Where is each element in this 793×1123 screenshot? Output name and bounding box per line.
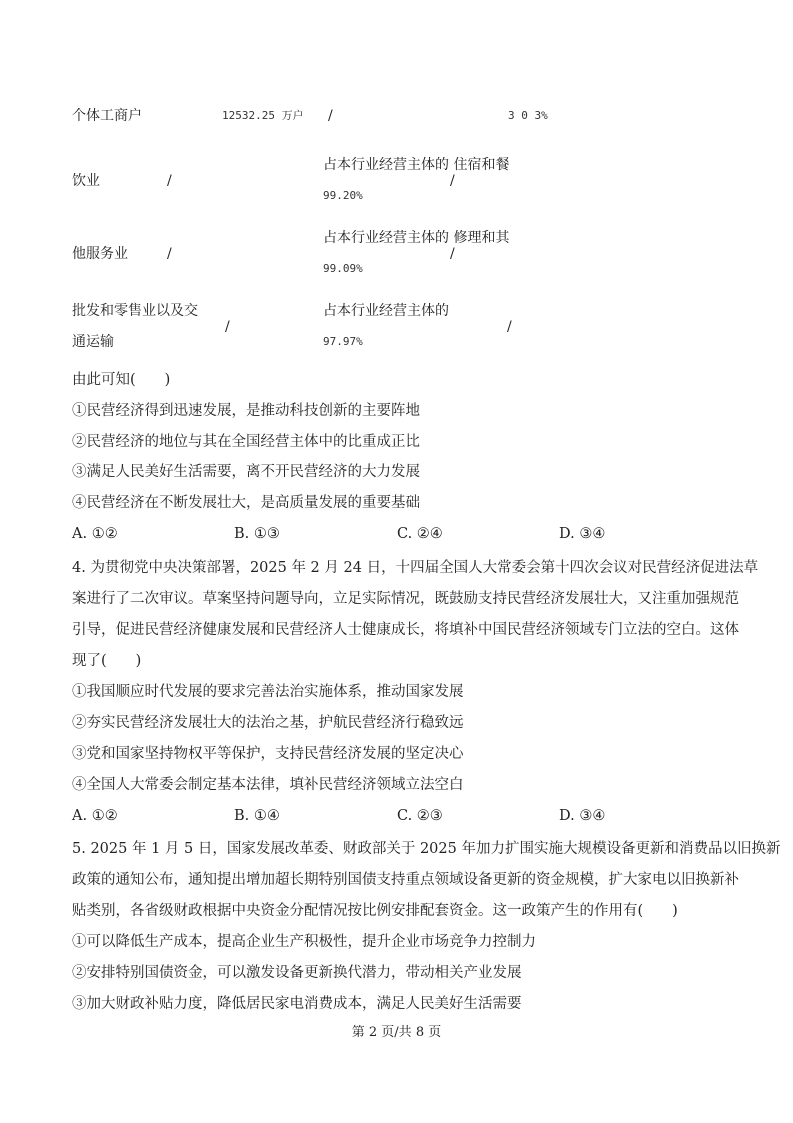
choice-option: B. ①④ bbox=[234, 808, 280, 824]
table-cell: 97.97% bbox=[323, 335, 363, 348]
answer-statement: ①可以降低生产成本，提高企业生产积极性，提升企业市场竞争力控制力 bbox=[72, 934, 536, 950]
table-cell: / bbox=[507, 319, 512, 335]
question-stem-line: 贴类别，各省级财政根据中央资金分配情况按比例安排配套资金。这一政策产生的作用有( ) bbox=[72, 903, 678, 919]
table-cell: 占本行业经营主体的 bbox=[323, 303, 449, 319]
answer-statement: ②夯实民营经济发展壮大的法治之基，护航民营经济行稳致远 bbox=[72, 715, 464, 731]
answer-statement: ④民营经济在不断发展壮大，是高质量发展的重要基础 bbox=[72, 495, 420, 511]
table-cell: / bbox=[225, 319, 230, 335]
table-cell: 占本行业经营主体的 住宿和餐 bbox=[323, 157, 510, 173]
table-cell: 99.09% bbox=[323, 262, 363, 275]
question-stem-line: 4. 为贯彻党中央决策部署，2025 年 2 月 24 日，十四届全国人大常委会第十四次会议对民营经济促进法草 bbox=[72, 560, 759, 576]
table-cell: 饮业 bbox=[72, 173, 100, 189]
answer-statement: ③加大财政补贴力度，降低居民家电消费成本，满足人民美好生活需要 bbox=[72, 996, 522, 1012]
answer-statement: ①我国顺应时代发展的要求完善法治实施体系，推动国家发展 bbox=[72, 684, 464, 700]
question-stem-line: 政策的通知公布，通知提出增加超长期特别国债支持重点领域设备更新的资金规模，扩大家电以旧换新补 bbox=[72, 872, 739, 888]
answer-statement: ③党和国家坚持物权平等保护，支持民营经济发展的坚定决心 bbox=[72, 746, 464, 762]
question-stem: 由此可知( ) bbox=[72, 372, 171, 388]
table-cell: 通运输 bbox=[72, 334, 114, 350]
page-footer: 第 2 页/共 8 页 bbox=[351, 1025, 442, 1040]
choice-option: D. ③④ bbox=[559, 526, 606, 542]
answer-statement: ②民营经济的地位与其在全国经营主体中的比重成正比 bbox=[72, 434, 420, 450]
answer-statement: ③满足人民美好生活需要，离不开民营经济的大力发展 bbox=[72, 464, 420, 480]
table-cell: 个体工商户 bbox=[72, 108, 142, 124]
answer-statement: ④全国人大常委会制定基本法律，填补民营经济领域立法空白 bbox=[72, 777, 464, 793]
table-cell: 批发和零售业以及交 bbox=[72, 303, 198, 319]
choice-option: A. ①② bbox=[72, 526, 118, 542]
table-cell: 他服务业 bbox=[72, 246, 128, 262]
choice-option: D. ③④ bbox=[559, 808, 606, 824]
answer-statement: ②安排特别国债资金，可以激发设备更新换代潜力，带动相关产业发展 bbox=[72, 965, 522, 981]
choice-option: A. ①② bbox=[72, 808, 118, 824]
table-cell: / bbox=[328, 108, 333, 124]
table-cell: 99.20% bbox=[323, 189, 363, 202]
table-cell: / bbox=[167, 246, 172, 262]
table-cell: 占本行业经营主体的 修理和其 bbox=[323, 230, 510, 246]
table-cell: / bbox=[167, 173, 172, 189]
table-cell: / bbox=[450, 246, 455, 262]
answer-statement: ①民营经济得到迅速发展，是推动科技创新的主要阵地 bbox=[72, 403, 420, 419]
question-stem-line: 5. 2025 年 1 月 5 日，国家发展改革委、财政部关于 2025 年加力扩围实施大规模设备更新和消费品以旧换新 bbox=[72, 841, 781, 857]
table-cell: 12532.25 万户 bbox=[222, 109, 304, 122]
question-stem-line: 案进行了二次审议。草案坚持问题导向，立足实际情况，既鼓励支持民营经济发展壮大，又注重加强规范 bbox=[72, 591, 739, 607]
choice-option: C. ②④ bbox=[397, 526, 443, 542]
table-cell: 3 0 3% bbox=[508, 109, 548, 122]
choice-option: B. ①③ bbox=[234, 526, 280, 542]
table-cell: / bbox=[450, 173, 455, 189]
choice-option: C. ②③ bbox=[397, 808, 443, 824]
question-stem-line: 现了( ) bbox=[72, 653, 142, 669]
question-stem-line: 引导，促进民营经济健康发展和民营经济人士健康成长，将填补中国民营经济领域专门立法的空白。这体 bbox=[72, 622, 739, 638]
